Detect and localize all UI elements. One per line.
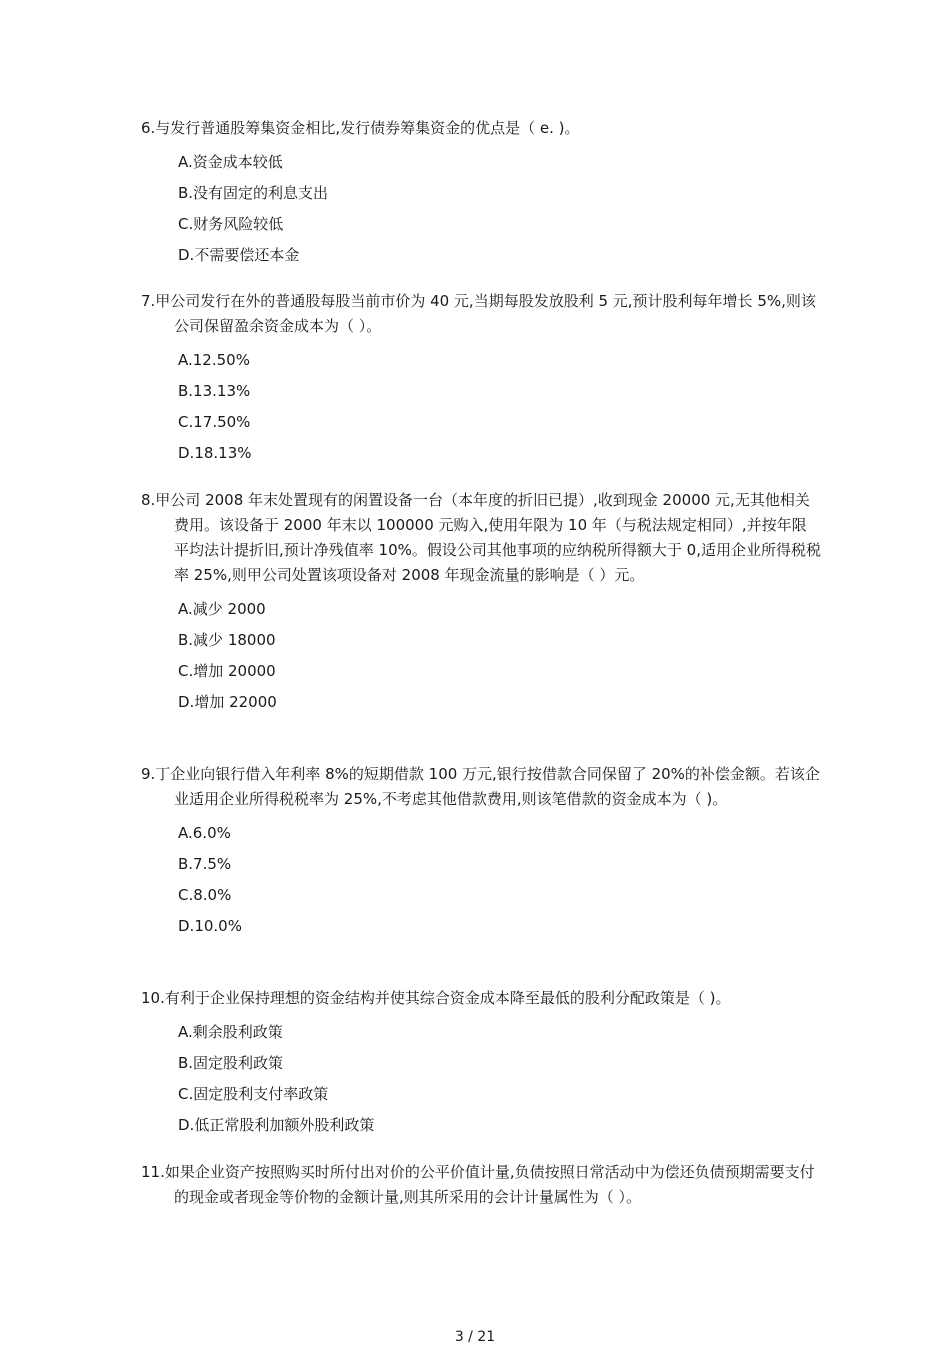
option-list [141, 594, 821, 718]
option-b: B.7.5% [178, 855, 232, 873]
question-stem: 9.丁企业向银行借入年利率 8%的短期借款 100 万元,银行按借款合同保留了 20%的补偿金额。若该企业适用企业所得税税率为 25%,不考虑其他借款费用,则该笔借款的资金成本为（ )。 [141, 765, 820, 808]
option-a: A.资金成本较低 [178, 153, 283, 171]
option-b: B.没有固定的利息支出 [178, 184, 329, 202]
question-7 [141, 289, 821, 469]
option-a: A.剩余股利政策 [178, 1023, 283, 1041]
option-b: B.减少 18000 [178, 631, 276, 649]
question-stem: 11.如果企业资产按照购买时所付出对价的公平价值计量,负债按照日常活动中为偿还负债预期需要支付的现金或者现金等价物的金额计量,则其所采用的会计计量属性为（ ）。 [141, 1163, 815, 1206]
option-list [141, 345, 821, 469]
question-6 [141, 116, 821, 271]
question-stem: 10.有利于企业保持理想的资金结构并使其综合资金成本降至最低的股利分配政策是（ )。 [141, 989, 731, 1007]
question-10 [141, 986, 821, 1141]
option-d: D.增加 22000 [178, 693, 277, 711]
option-c: C.17.50% [178, 413, 251, 431]
option-c: C.固定股利支付率政策 [178, 1085, 329, 1103]
option-d: D.低正常股利加额外股利政策 [178, 1116, 375, 1134]
option-b: B.固定股利政策 [178, 1054, 284, 1072]
option-d: D.18.13% [178, 444, 252, 462]
option-d: D.10.0% [178, 917, 242, 935]
question-stem: 6.与发行普通股筹集资金相比,发行债券筹集资金的优点是（ e. )。 [141, 119, 580, 137]
question-11 [141, 1160, 821, 1210]
question-stem: 8.甲公司 2008 年末处置现有的闲置设备一台（本年度的折旧已提）,收到现金 20000 元,无其他相关费用。该设备于 2000 年末以 100000 元购入,使用年限为 10 年（与税法规定相同）,并按年限平均法计提折旧,预计净残值率 10%。假设公司其他事项的应纳税所得额大于 0,适用企业所得税税率 25%,则甲公司处置该项设备对 2008 年现金流量的影响是（ ）元。 [141, 491, 821, 584]
option-a: A.12.50% [178, 351, 250, 369]
page-number: 3 / 21 [454, 1329, 496, 1345]
option-c: C.8.0% [178, 886, 232, 904]
option-c: C.财务风险较低 [178, 215, 284, 233]
option-a: A.减少 2000 [178, 600, 266, 618]
option-c: C.增加 20000 [178, 662, 276, 680]
question-8 [141, 488, 821, 718]
option-b: B.13.13% [178, 382, 251, 400]
question-9 [141, 762, 821, 942]
option-a: A.6.0% [178, 824, 231, 842]
option-list [141, 1017, 821, 1141]
option-d: D.不需要偿还本金 [178, 246, 300, 264]
question-stem: 7.甲公司发行在外的普通股每股当前市价为 40 元,当期每股发放股利 5 元,预计股利每年增长 5%,则该公司保留盈余资金成本为（ ）。 [141, 292, 816, 335]
option-list [141, 818, 821, 942]
option-list [141, 147, 821, 271]
